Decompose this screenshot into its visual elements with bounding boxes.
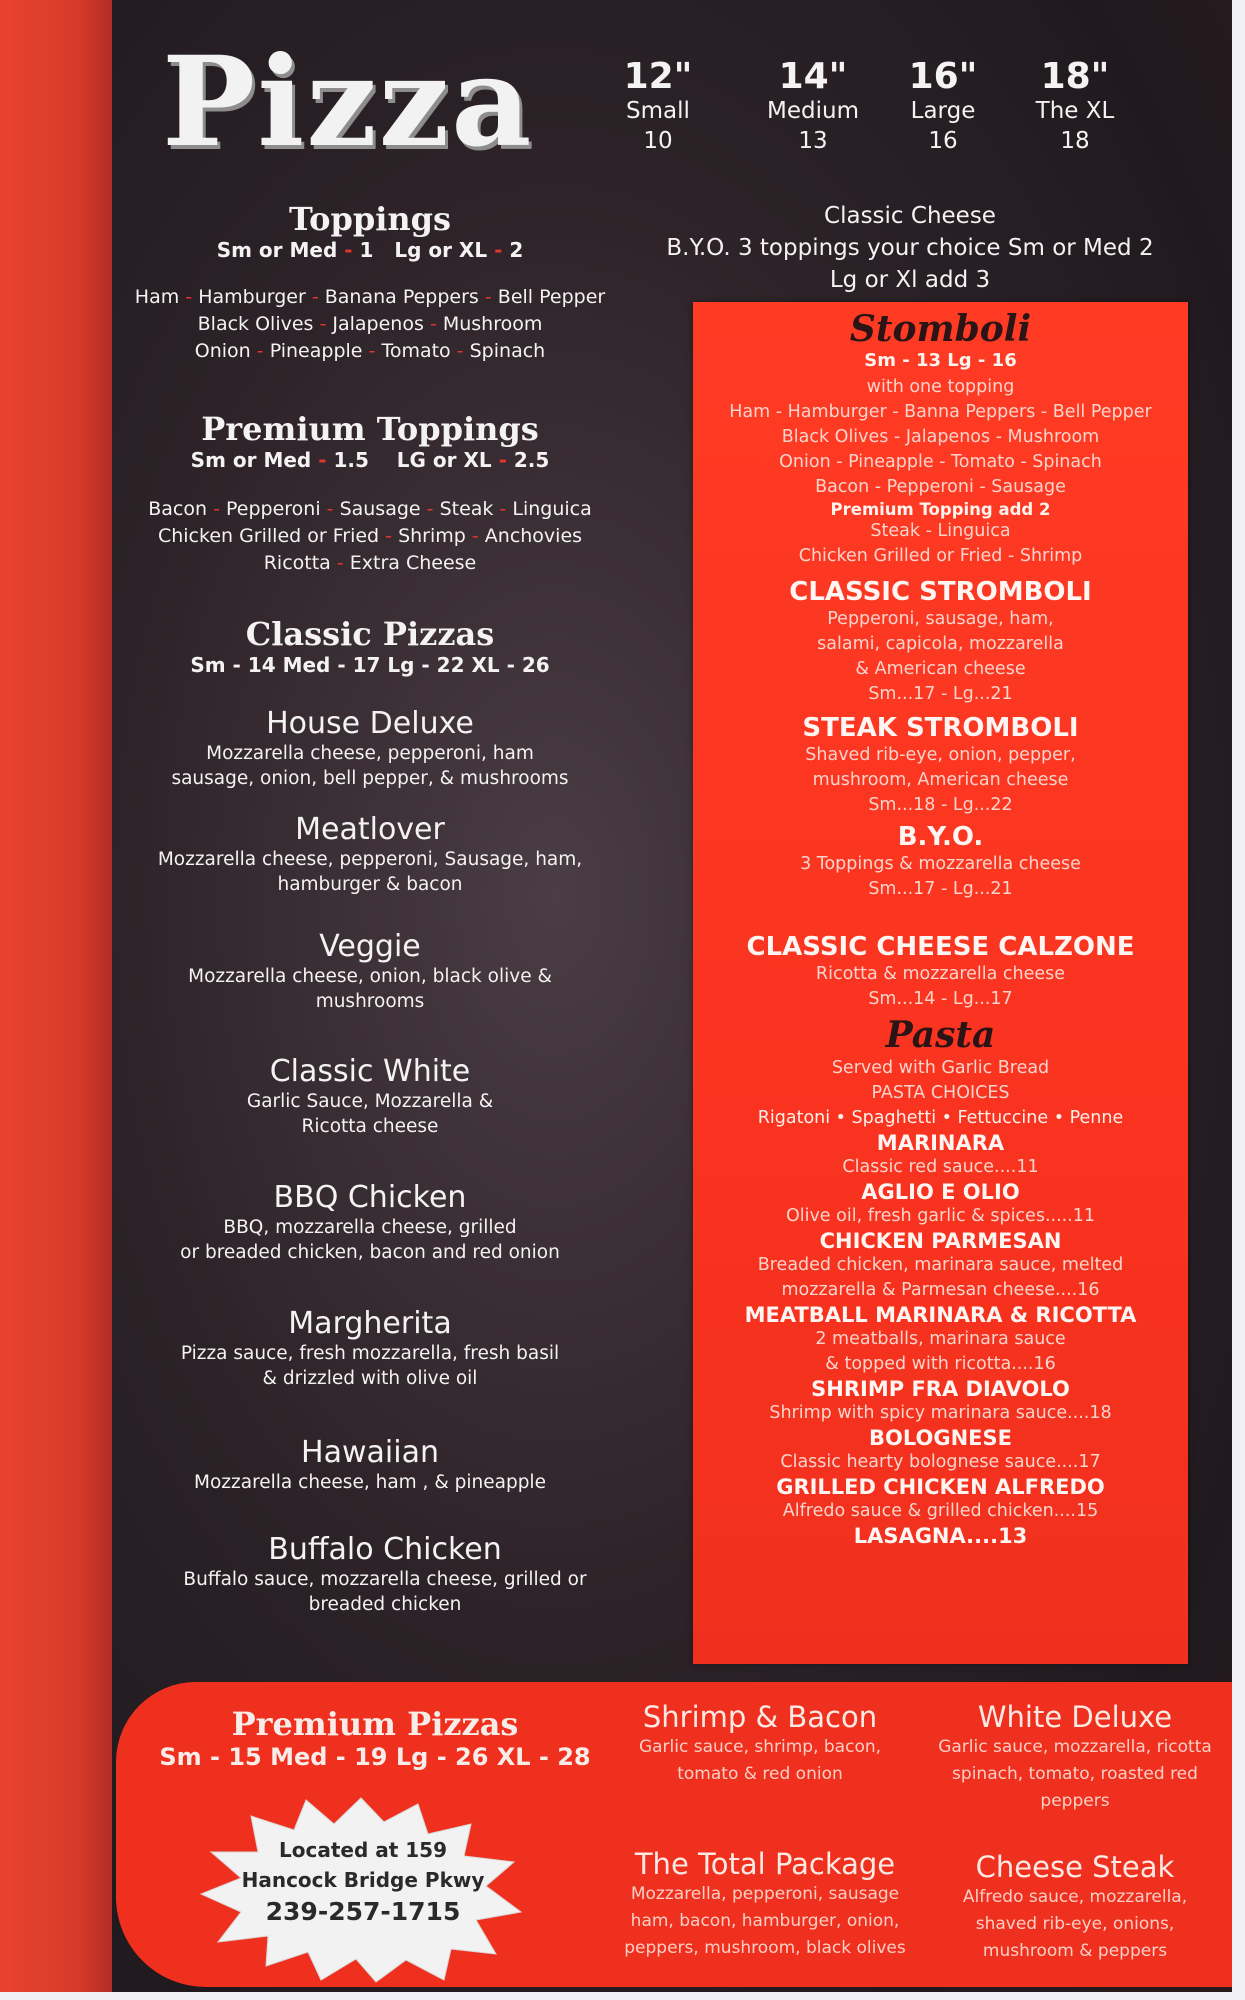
pizza-desc: Mozzarella cheese, ham , & pineapple xyxy=(194,1472,546,1493)
byo-stromboli-title: B.Y.O. xyxy=(897,822,984,852)
topping-item: Hamburger xyxy=(198,286,306,308)
classic-stromboli-desc: salami, capicola, mozzarella xyxy=(817,634,1064,654)
toppings-price-b: 2 xyxy=(509,238,524,262)
steak-stromboli-price: Sm...18 - Lg...22 xyxy=(868,795,1013,815)
toppings-price-a: 1 xyxy=(359,238,374,262)
pizza-desc: Pizza sauce, fresh mozzarella, fresh basil xyxy=(180,1343,560,1364)
premium-pizza-name: Cheese Steak xyxy=(975,1850,1175,1884)
pasta-item-name: GRILLED CHICKEN ALFREDO xyxy=(776,1475,1105,1499)
pizza-desc: Buffalo sauce, mozzarella cheese, grilled or xyxy=(183,1569,587,1590)
pasta-item-desc: Breaded chicken, marinara sauce, melted xyxy=(757,1255,1124,1275)
premium-toppings-prices: Sm or Med - 1.5 LG or XL - 2.5 xyxy=(190,448,550,472)
classic-cheese-block xyxy=(640,200,1180,296)
pizza-desc: Mozzarella cheese, pepperoni, Sausage, ham, xyxy=(157,849,583,870)
toppings-line: Onion - Pineapple - Tomato - Spinach xyxy=(194,340,546,362)
pizza-desc: Mozzarella cheese, onion, black olive & xyxy=(188,966,552,987)
toppings-size-a: Sm or Med xyxy=(216,238,338,262)
pasta-item-name: CHICKEN PARMESAN xyxy=(819,1229,1062,1253)
calzone-title: CLASSIC CHEESE CALZONE xyxy=(746,932,1135,962)
premium-topping-item: Anchovies xyxy=(484,525,583,547)
pizza-item-classic-white xyxy=(115,1054,625,1139)
premium-pizza-desc: peppers xyxy=(1040,1791,1110,1811)
premium-toppings-line: Ricotta - Extra Cheese xyxy=(263,552,477,574)
size-name: Large xyxy=(910,98,976,124)
pizza-desc: Mozzarella cheese, pepperoni, ham xyxy=(206,743,534,764)
premium-pizza-desc: Alfredo sauce, mozzarella, xyxy=(962,1887,1188,1907)
pizza-item-veggie xyxy=(115,929,625,1014)
pasta-item-desc: mozzarella & Parmesan cheese....16 xyxy=(781,1280,1100,1300)
stromboli-premium-line: Chicken Grilled or Fried - Shrimp xyxy=(798,546,1083,566)
location-text xyxy=(218,1835,508,1929)
pasta-item-desc: Alfredo sauce & grilled chicken....15 xyxy=(782,1501,1099,1521)
topping-item: Pineapple xyxy=(269,340,363,362)
steak-stromboli-desc: Shaved rib-eye, onion, pepper, xyxy=(805,745,1076,765)
size-price: 10 xyxy=(643,128,673,154)
calzone-price: Sm...14 - Lg...17 xyxy=(868,989,1013,1009)
pizza-name: Margherita xyxy=(288,1306,452,1341)
stromboli-with-topping: with one topping xyxy=(866,377,1015,397)
pasta-choices: Rigatoni • Spaghetti • Fettuccine • Penne xyxy=(757,1108,1124,1128)
pizza-desc: Ricotta cheese xyxy=(301,1116,439,1137)
premium-pizzas-prices: Sm - 15 Med - 19 Lg - 26 XL - 28 xyxy=(159,1743,591,1771)
size-inch: 12" xyxy=(623,56,693,97)
topping-item: Black Olives xyxy=(197,313,314,335)
topping-item: Mushroom xyxy=(442,313,543,335)
classic-stromboli-desc: Pepperoni, sausage, ham, xyxy=(827,609,1054,629)
stromboli-title: Stomboli xyxy=(849,308,1032,350)
premium-pizza-desc: ham, bacon, hamburger, onion, xyxy=(630,1911,900,1931)
premium-topping-item: Shrimp xyxy=(398,525,466,547)
classic-stromboli-title: CLASSIC STROMBOLI xyxy=(789,577,1092,607)
premium-pizza-desc: Mozzarella, pepperoni, sausage xyxy=(630,1884,900,1904)
pizza-name: Meatlover xyxy=(295,812,445,847)
size-name: Medium xyxy=(767,98,859,124)
size-name: The XL xyxy=(1035,98,1115,124)
location-phone: 239-257-1715 xyxy=(265,1897,461,1926)
pasta-item-desc: & topped with ricotta....16 xyxy=(825,1354,1056,1374)
stromboli-toppings-line: Ham - Hamburger - Banna Peppers - Bell Pepper xyxy=(729,402,1152,422)
classic-stromboli-price: Sm...17 - Lg...21 xyxy=(868,684,1013,704)
toppings-title: Toppings xyxy=(288,200,452,238)
premium-topping-item: Pepperoni xyxy=(225,498,321,520)
premium-pizza-desc: mushroom & peppers xyxy=(982,1941,1168,1961)
stromboli-toppings-line: Bacon - Pepperoni - Sausage xyxy=(815,477,1066,497)
premium-price-b: 2.5 xyxy=(513,448,550,472)
pizza-item-meatlover xyxy=(115,812,625,897)
calzone-desc: Ricotta & mozzarella cheese xyxy=(815,964,1066,984)
premium-topping-item: Ricotta xyxy=(263,552,331,574)
pizza-item-buffalo-chicken xyxy=(130,1532,640,1617)
page-title: Pizza xyxy=(162,30,534,175)
location-line-2: Hancock Bridge Pkwy xyxy=(241,1868,485,1892)
location-line-1: Located at 159 xyxy=(278,1838,447,1862)
pasta-item-name: MARINARA xyxy=(876,1131,1005,1155)
topping-item: Onion xyxy=(194,340,251,362)
pizza-item-hawaiian xyxy=(115,1435,625,1495)
premium-pizza-name: The Total Package xyxy=(634,1847,896,1881)
byo-stromboli-desc: 3 Toppings & mozzarella cheese xyxy=(800,854,1081,874)
premium-topping-item: Linguica xyxy=(512,498,592,520)
topping-item: Bell Pepper xyxy=(497,286,606,308)
topping-item: Jalapenos xyxy=(332,313,424,335)
pizza-desc: breaded chicken xyxy=(308,1594,462,1615)
topping-item: Spinach xyxy=(469,340,546,362)
size-inch: 18" xyxy=(1040,56,1110,97)
premium-size-b: LG or XL xyxy=(396,448,492,472)
premium-toppings-line: Chicken Grilled or Fried - Shrimp - Anchovies xyxy=(157,525,583,547)
pasta-item-name: MEATBALL MARINARA & RICOTTA xyxy=(744,1303,1137,1327)
pizza-desc: mushrooms xyxy=(315,991,425,1012)
size-name: Small xyxy=(626,98,690,124)
byo-stromboli-price: Sm...17 - Lg...21 xyxy=(868,879,1013,899)
stromboli-prices: Sm - 13 Lg - 16 xyxy=(864,350,1017,371)
pasta-item-desc: Shrimp with spicy marinara sauce....18 xyxy=(769,1403,1112,1423)
size-inch: 16" xyxy=(908,56,978,97)
stromboli-pasta-panel xyxy=(693,302,1188,1664)
pizza-desc: hamburger & bacon xyxy=(277,874,463,895)
premium-pizza-name: White Deluxe xyxy=(977,1700,1173,1734)
pizza-name: BBQ Chicken xyxy=(273,1180,467,1215)
toppings-line: Ham - Hamburger - Banana Peppers - Bell Pepper xyxy=(134,286,606,308)
pasta-choices-label: PASTA CHOICES xyxy=(871,1083,1010,1103)
premium-topping-item: Steak xyxy=(439,498,494,520)
premium-pizzas-title: Premium Pizzas xyxy=(231,1705,519,1743)
size-inch: 14" xyxy=(778,56,848,97)
toppings-prices: Sm or Med - 1 Lg or XL - 2 xyxy=(216,238,524,262)
size-medium xyxy=(753,58,873,156)
stromboli-premium-line: Steak - Linguica xyxy=(870,521,1011,541)
size-large xyxy=(883,58,1003,156)
toppings-size-b: Lg or XL xyxy=(394,238,488,262)
pasta-served: Served with Garlic Bread xyxy=(831,1058,1050,1078)
pizza-name: Buffalo Chicken xyxy=(268,1532,502,1567)
premium-pizza-desc: tomato & red onion xyxy=(677,1764,843,1784)
stromboli-toppings-line: Black Olives - Jalapenos - Mushroom xyxy=(781,427,1100,447)
premium-pizza-name: Shrimp & Bacon xyxy=(642,1700,878,1734)
classic-stromboli-desc: & American cheese xyxy=(855,659,1026,679)
topping-item: Banana Peppers xyxy=(324,286,479,308)
premium-pizza-desc: Garlic sauce, shrimp, bacon, xyxy=(638,1737,882,1757)
pizza-desc: & drizzled with olive oil xyxy=(262,1368,478,1389)
premium-topping-item: Chicken Grilled or Fried xyxy=(157,525,380,547)
pizza-desc: or breaded chicken, bacon and red onion xyxy=(180,1242,560,1263)
pasta-item-name: BOLOGNESE xyxy=(869,1426,1012,1450)
premium-topping-item: Sausage xyxy=(339,498,421,520)
steak-stromboli-title: STEAK STROMBOLI xyxy=(802,713,1079,743)
pizza-item-bbq-chicken xyxy=(115,1180,625,1265)
pasta-item-desc: Olive oil, fresh garlic & spices.....11 xyxy=(785,1206,1096,1226)
pasta-item-desc: Classic red sauce....11 xyxy=(842,1157,1039,1177)
pasta-item-desc: 2 meatballs, marinara sauce xyxy=(815,1329,1066,1349)
pizza-desc: Garlic Sauce, Mozzarella & xyxy=(246,1091,494,1112)
topping-item: Ham xyxy=(134,286,180,308)
pizza-name: Veggie xyxy=(319,929,421,964)
premium-toppings-section xyxy=(115,410,625,577)
pizza-name: Classic White xyxy=(269,1054,471,1089)
stromboli-premium-label: Premium Topping add 2 xyxy=(830,500,1051,519)
left-red-strip xyxy=(0,0,112,1992)
premium-pizza-total-package xyxy=(600,1847,930,1962)
stromboli-toppings-line: Onion - Pineapple - Tomato - Spinach xyxy=(779,452,1102,472)
pasta-item-name: AGLIO E OLIO xyxy=(861,1180,1020,1204)
size-price: 18 xyxy=(1060,128,1090,154)
pizza-desc: BBQ, mozzarella cheese, grilled xyxy=(223,1217,517,1238)
premium-toppings-title: Premium Toppings xyxy=(201,410,539,448)
pizza-item-house-deluxe xyxy=(115,706,625,791)
size-price: 16 xyxy=(928,128,958,154)
premium-pizza-desc: peppers, mushroom, black olives xyxy=(624,1938,906,1958)
toppings-line: Black Olives - Jalapenos - Mushroom xyxy=(197,313,543,335)
classic-pizzas-section xyxy=(115,615,625,677)
byo-line-2: Lg or Xl add 3 xyxy=(829,267,991,293)
steak-stromboli-desc: mushroom, American cheese xyxy=(812,770,1069,790)
premium-pizzas-header xyxy=(140,1705,610,1771)
pizza-item-margherita xyxy=(115,1306,625,1391)
classic-pizzas-prices: Sm - 14 Med - 17 Lg - 22 XL - 26 xyxy=(190,653,550,677)
premium-pizza-desc: spinach, tomato, roasted red xyxy=(952,1764,1198,1784)
size-small xyxy=(598,58,718,156)
premium-size-a: Sm or Med xyxy=(190,448,312,472)
premium-pizza-desc: shaved rib-eye, onions, xyxy=(975,1914,1175,1934)
pasta-title: Pasta xyxy=(885,1014,996,1056)
premium-price-a: 1.5 xyxy=(333,448,369,472)
pizza-name: Hawaiian xyxy=(301,1435,439,1470)
premium-pizza-shrimp-bacon xyxy=(610,1700,910,1788)
classic-pizzas-title: Classic Pizzas xyxy=(245,615,495,653)
toppings-section xyxy=(115,200,625,365)
premium-pizza-desc: Garlic sauce, mozzarella, ricotta xyxy=(938,1737,1212,1757)
premium-topping-item: Extra Cheese xyxy=(349,552,477,574)
pasta-item-name: SHRIMP FRA DIAVOLO xyxy=(811,1377,1070,1401)
pizza-desc: sausage, onion, bell pepper, & mushrooms xyxy=(171,768,569,789)
size-price: 13 xyxy=(798,128,828,154)
premium-pizza-cheese-steak xyxy=(925,1850,1225,1965)
premium-toppings-line: Bacon - Pepperoni - Sausage - Steak - Linguica xyxy=(148,498,592,520)
lasagna-item: LASAGNA....13 xyxy=(853,1524,1028,1548)
classic-cheese-label: Classic Cheese xyxy=(824,203,996,229)
topping-item: Tomato xyxy=(381,340,451,362)
premium-pizza-white-deluxe xyxy=(915,1700,1232,1815)
pasta-item-desc: Classic hearty bolognese sauce....17 xyxy=(780,1452,1101,1472)
premium-topping-item: Bacon xyxy=(148,498,208,520)
size-xl xyxy=(1015,58,1135,156)
pizza-name: House Deluxe xyxy=(266,706,474,741)
byo-line-1: B.Y.O. 3 toppings your choice Sm or Med 2 xyxy=(666,235,1154,261)
